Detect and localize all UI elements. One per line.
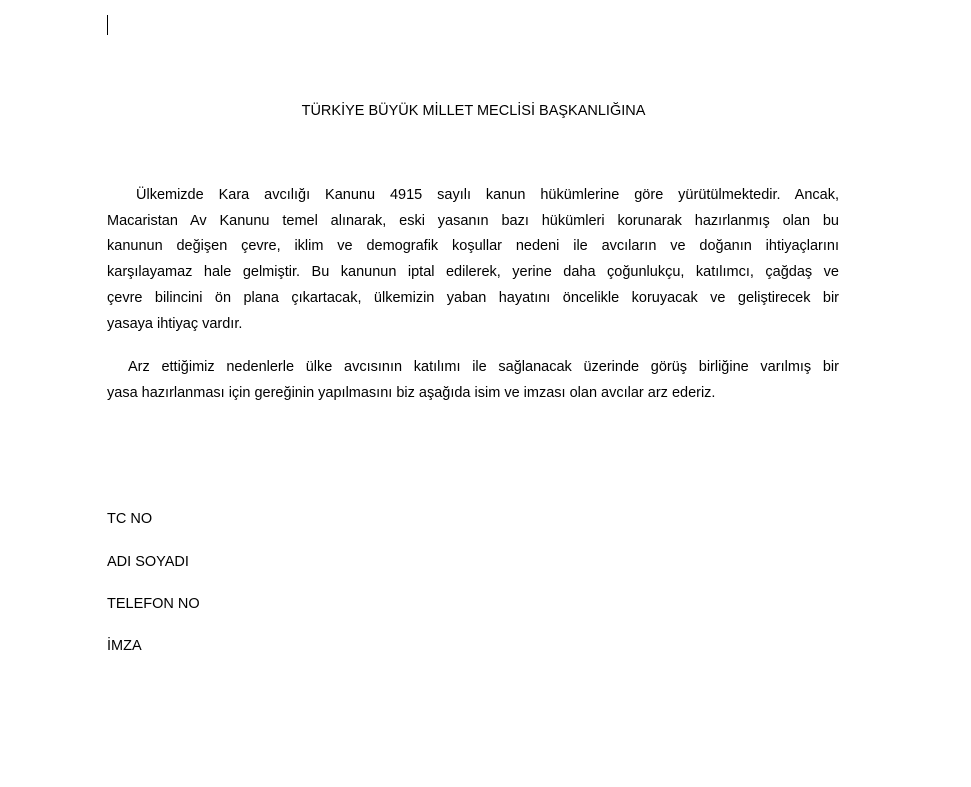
paragraph-2-line: yasa hazırlanması için gereğinin yapılmasını biz aşağıda isim ve imzası olan avcılar arz ederiz. (107, 384, 716, 401)
text-cursor (107, 15, 108, 35)
document-title: TÜRKİYE BÜYÜK MİLLET MECLİSİ BAŞKANLIĞINA (301, 103, 646, 119)
signature-label: İMZA (107, 638, 142, 654)
paragraph-1-line: Macaristan Av Kanunu temel alınarak, eski yasanın bazı hükümleri korunarak hazırlanmış olan bu (107, 212, 839, 229)
phone-number-label: TELEFON NO (107, 596, 200, 612)
paragraph-1-line: kanunun değişen çevre, iklim ve demografik koşullar nedeni ile avcıların ve doğanın ihtiyaçlarını (107, 238, 839, 255)
paragraph-2-line: Arz ettiğimiz nedenlerle ülke avcısının katılımı ile sağlanacak üzerinde görüş birliğine varılmış bir (128, 359, 839, 375)
name-surname-label: ADI SOYADI (107, 554, 189, 570)
paragraph-1 (107, 183, 839, 337)
paragraph-1-line: karşılayamaz hale gelmiştir. Bu kanunun iptal edilerek, yerine daha çoğunlukçu, katılımcı, çağdaş ve (107, 264, 839, 281)
paragraph-1-line: Ülkemizde Kara avcılığı Kanunu 4915 sayılı kanun hükümlerine göre yürütülmektedir. Ancak, (136, 187, 839, 203)
paragraph-2 (107, 355, 839, 406)
paragraph-1-line: çevre bilincini ön plana çıkartacak, ülkemizin yaban hayatını öncelikle koruyacak ve geliştirecek bir (107, 289, 839, 306)
tc-no-label: TC NO (107, 511, 153, 527)
paragraph-1-line: yasaya ihtiyaç vardır. (107, 315, 243, 332)
